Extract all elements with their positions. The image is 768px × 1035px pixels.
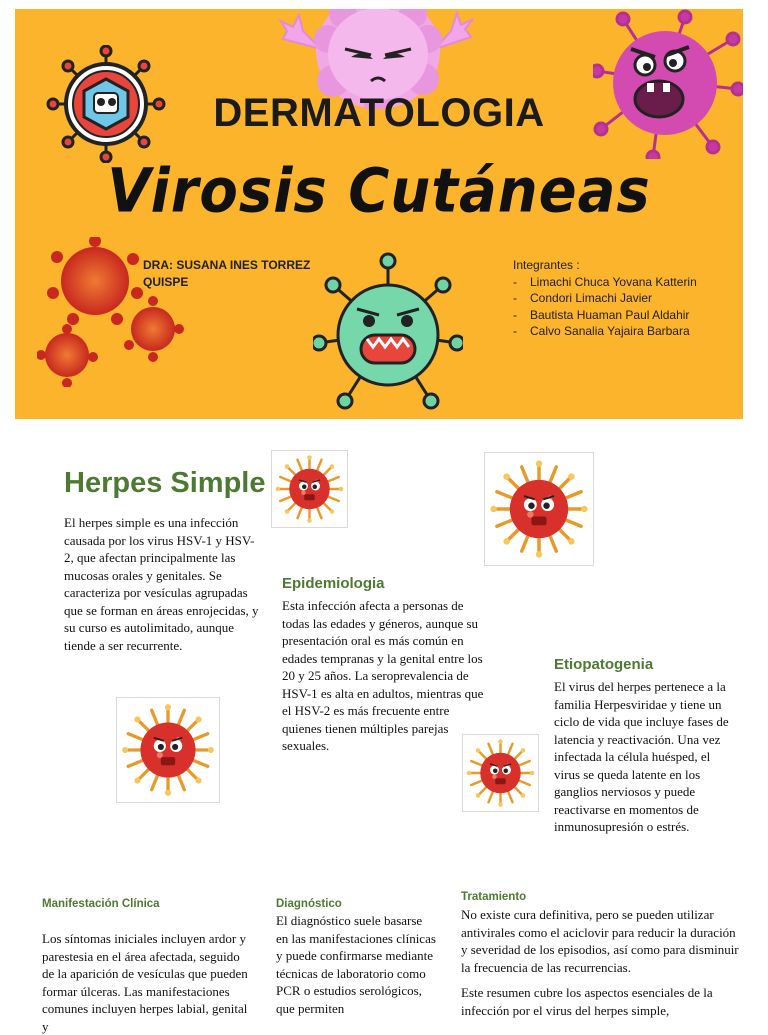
member-item: - Bautista Huaman Paul Aldahir: [513, 307, 713, 324]
manifestacion-title: Manifestación Clínica: [42, 898, 160, 910]
member-item: - Calvo Sanalia Yajaira Barbara: [513, 323, 713, 340]
virus-thumbnail: [116, 697, 220, 803]
tratamiento-title: Tratamiento: [461, 891, 527, 903]
red-virus-icon: [117, 698, 219, 802]
epidemiologia-text: Esta infección afecta a personas de todas las edades y géneros, aunque su presentación oral es más común en edades tempranas y la genital entre los 20 y 25 años. La seroprevalencia de HSV-1 es alta en adultos, mientras que el HSV-2 es más frecuente entre quienes tienen múltiples parejas sexuales.: [282, 598, 484, 753]
virus-thumbnail: [462, 734, 539, 812]
document-title: DERMATOLOGIA: [213, 91, 545, 135]
red-virus-icon: [485, 453, 593, 565]
diagnostico-title: Diagnóstico: [276, 898, 342, 910]
virus-thumbnail: [271, 450, 348, 528]
red-virus-icon: [272, 451, 347, 527]
tratamiento-summary: Este resumen cubre los aspectos esenciales de la infección por el virus del herpes simple,: [461, 985, 713, 1018]
red-virus-icon: [463, 735, 538, 811]
members-list: [513, 274, 713, 340]
diagnostico-text: El diagnóstico suele basarse en las manifestaciones clínicas y puede confirmarse mediante técnicas de laboratorio como PCR o estudios serológicos, que permiten: [276, 913, 436, 1016]
document-subtitle: Virosis Cutáneas: [107, 156, 651, 227]
angry-purple-virus-icon: [593, 9, 743, 159]
virus-thumbnail: [484, 452, 594, 566]
etiopatogenia-text: El virus del herpes pertenece a la familia Herpesviridae y tiene un ciclo de vida que incluye fases de latencia y reactivación. Una vez infectada la célula huésped, el virus se queda latente en los ganglios nerviosos y puede reactivarse en momentos de inmunosupresión o estrés.: [554, 679, 729, 834]
member-item: - Condori Limachi Javier: [513, 290, 713, 307]
epidemiologia-title: Epidemiologia: [282, 575, 385, 592]
member-item: - Limachi Chuca Yovana Katterin: [513, 274, 713, 291]
green-virus-icon: [313, 251, 463, 411]
herpes-intro: El herpes simple es una infección causada por los virus HSV-1 y HSV-2, que afectan principalmente las mucosas orales y genitales. Se caracteriza por vesículas agrupadas que se forman en áreas enrojecidas, y su curso es autolimitado, aunque tiende a ser recurrente.: [64, 515, 259, 653]
tratamiento-text: No existe cura definitiva, pero se pueden utilizar antivirales como el aciclovir para reducir la duración y severidad de los episodios, así como para disminuir la frecuencia de las recurrencias.: [461, 907, 739, 975]
team-members: [513, 257, 713, 340]
manifestacion-text: Los síntomas iniciales incluyen ardor y parestesia en el área afectada, seguido de la aparición de vesículas que pueden formar úlceras. Las manifestaciones comunes incluyen herpes labial, genital y: [42, 931, 248, 1034]
cover-banner: [15, 9, 743, 419]
herpes-title: Herpes Simple: [64, 467, 266, 499]
etiopatogenia-title: Etiopatogenia: [554, 656, 654, 673]
doctor-name: DRA: SUSANA INES TORREZ QUISPE: [143, 258, 311, 289]
members-label: Integrantes :: [513, 258, 580, 272]
